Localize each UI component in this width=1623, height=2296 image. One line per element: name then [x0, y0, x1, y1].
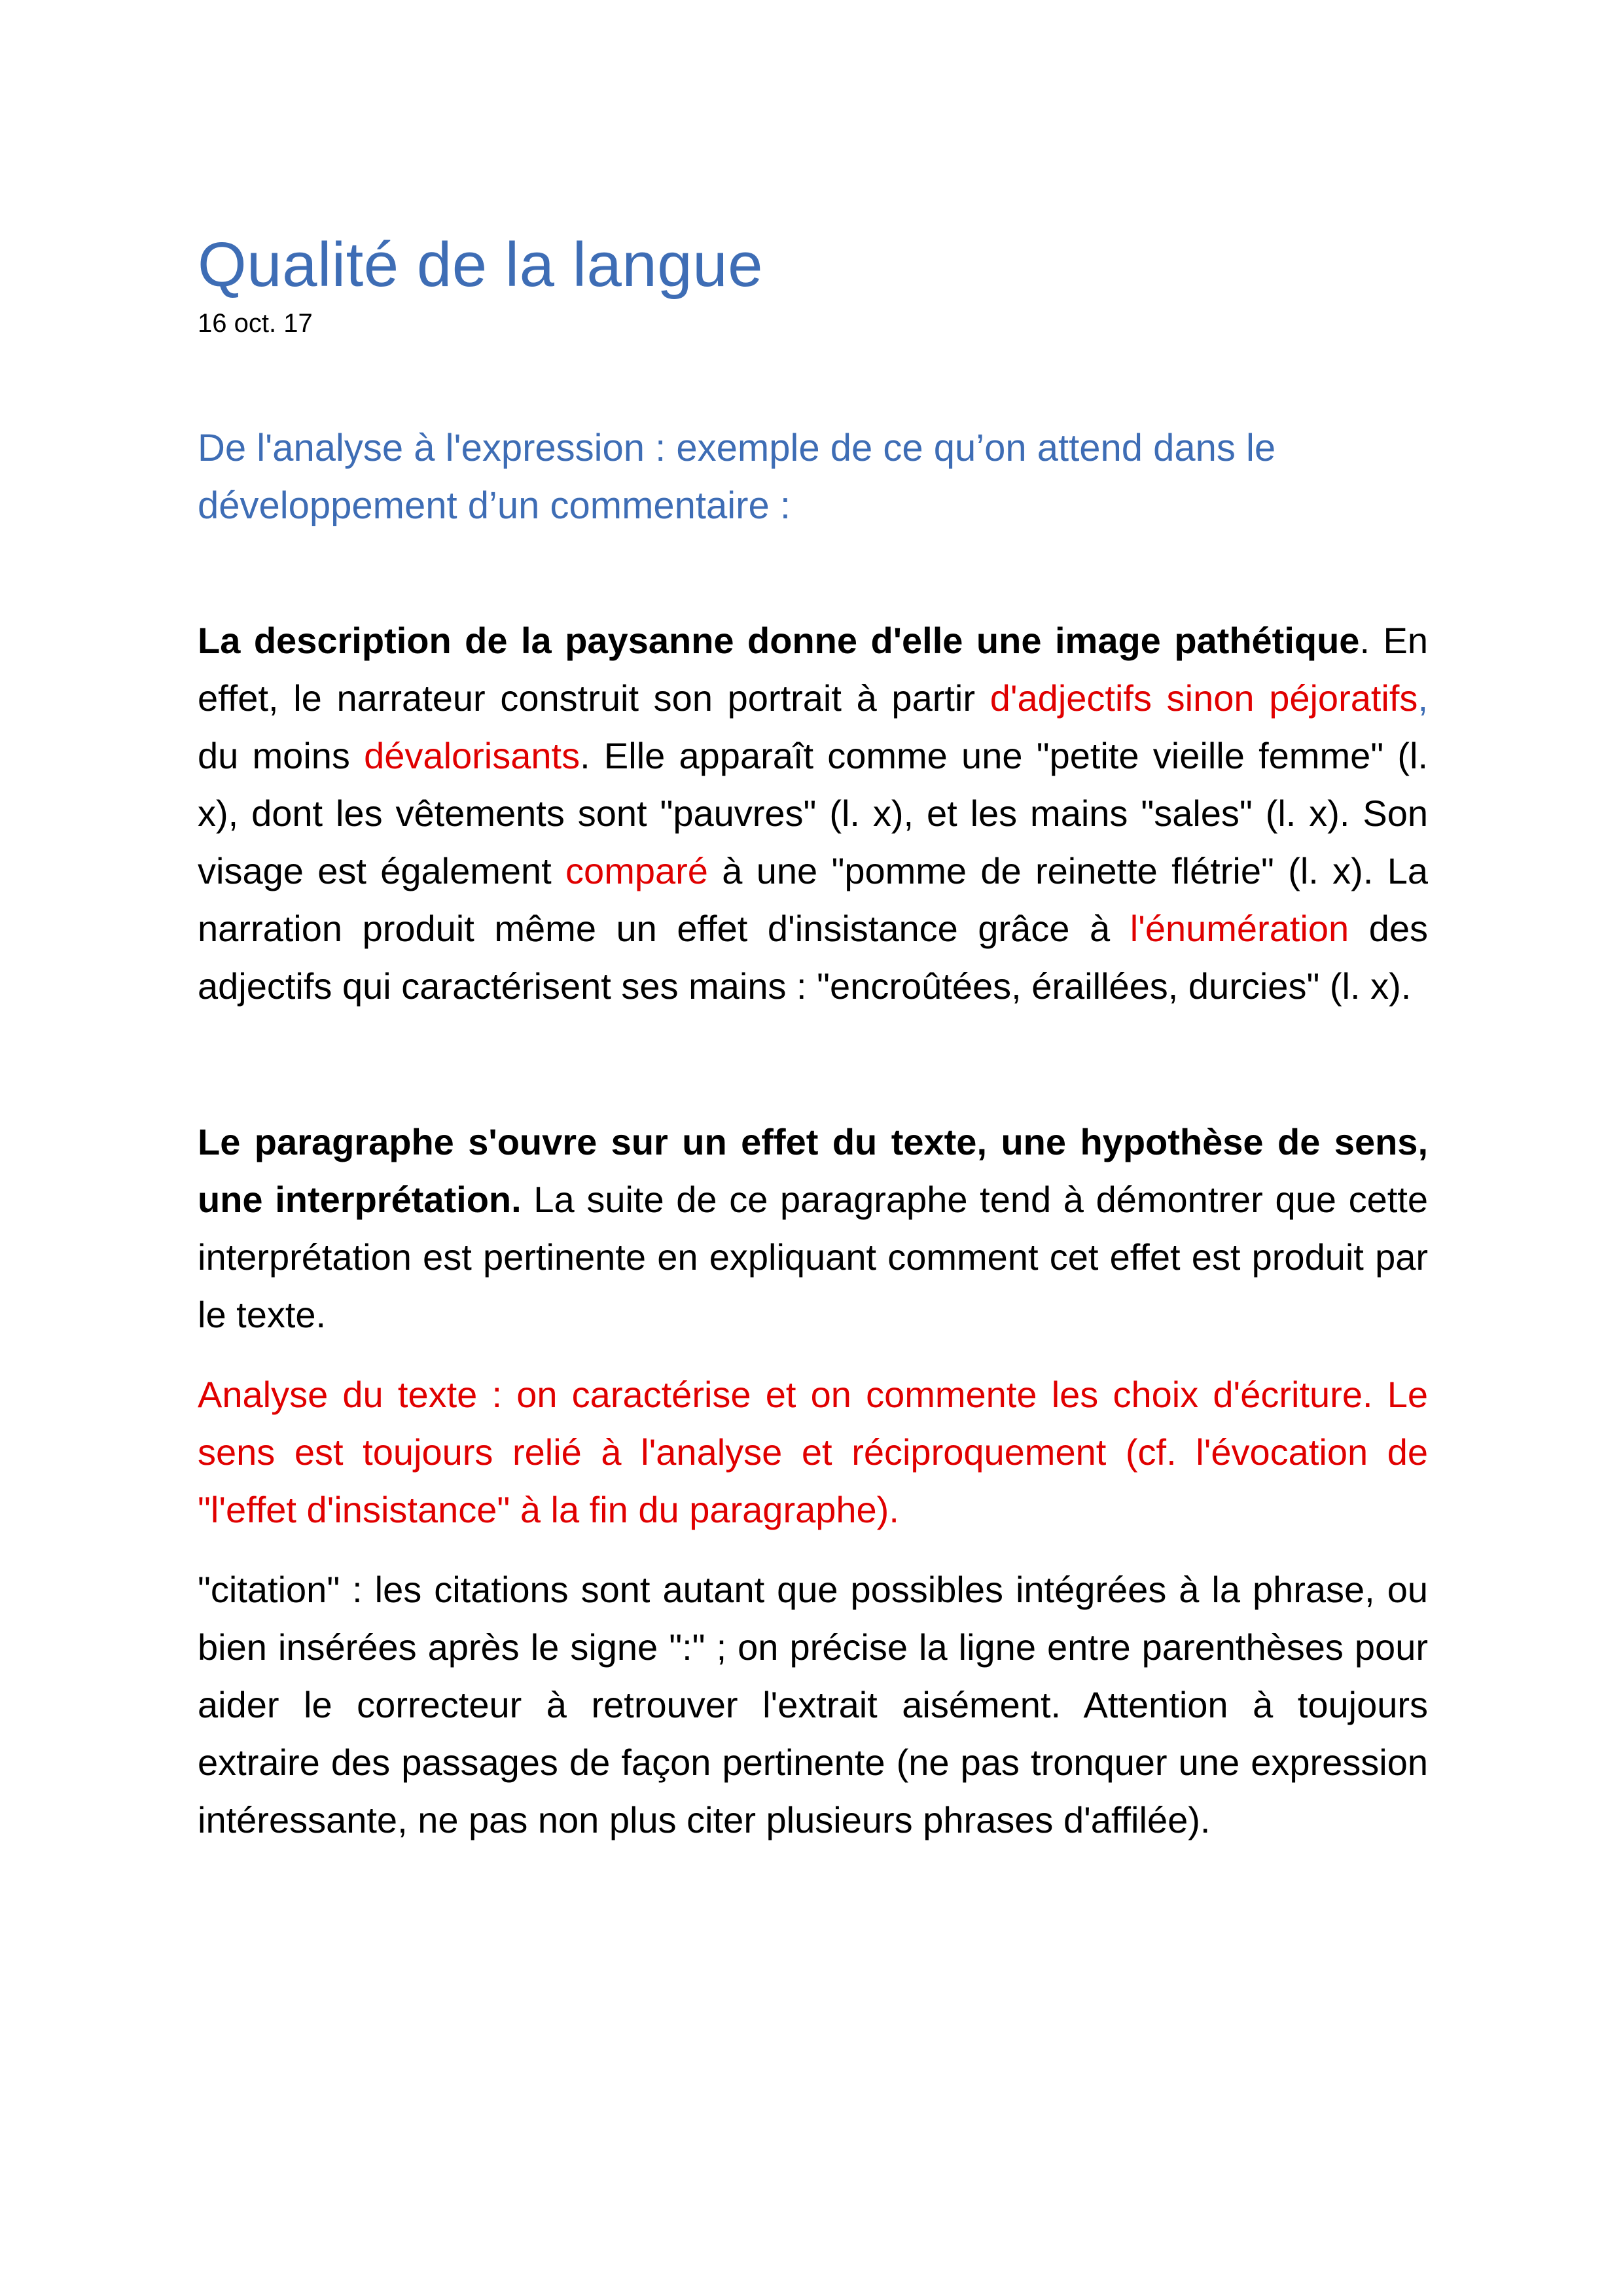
- highlight-compare: comparé: [565, 850, 708, 891]
- text-run: des adjectifs qui caractérisent ses mains : "encroûtées, éraillées, durcies" (l. x).: [198, 907, 1428, 1007]
- analysis-paragraph: Analyse du texte : on caractérise et on commente les choix d'écriture. Le sens est toujours relié à l'analyse et réciproquement (cf. l'évocation de "l'effet d'insistance" à la fin du paragraphe).: [198, 1373, 1428, 1530]
- paragraph-lead: La description de la paysanne donne d'elle une image pathétique: [198, 619, 1360, 661]
- text-run: du moins: [198, 734, 365, 776]
- highlight-comma: ,: [1418, 677, 1428, 719]
- date-label: 16 oct. 17: [198, 308, 313, 338]
- text-run: . En effet, le narrateur construit son portrait à partir: [198, 619, 1428, 719]
- text-run: La suite de ce paragraphe tend à démontrer que cette interprétation est pertinente en expliquant comment cet effet est produit par le texte.: [198, 1178, 1428, 1335]
- citation-paragraph: "citation" : les citations sont autant que possibles intégrées à la phrase, ou bien insérées après le signe ":" ; on précise la ligne entre parenthèses pour aider le correcteur à retrouver l'extrait aisément. Attention à toujours extraire des passages de façon pertinente (ne pas tronquer une expression intéressante, ne pas non plus citer plusieurs phrases d'affilée).: [198, 1568, 1428, 1840]
- document-page: [198, 230, 1428, 1849]
- highlight-devalorisants: dévalorisants: [364, 734, 580, 776]
- text-run: . Elle apparaît comme une "petite vieille femme" (l. x), dont les vêtements sont "pauvres" (l. x), et les mains "sales" (l. x). Son visage est également: [198, 734, 1428, 891]
- highlight-enumeration: l'énumération: [1130, 907, 1349, 949]
- example-paragraph: [198, 612, 1428, 1015]
- highlight-adjectifs: d'adjectifs sinon péjoratifs: [990, 677, 1418, 719]
- explanation-paragraph: [198, 1113, 1428, 1344]
- section-subtitle: De l'analyse à l'expression : exemple de ce qu’on attend dans le développement d’un commentaire :: [198, 426, 1276, 527]
- paragraph-lead: Le paragraphe s'ouvre sur un effet du texte, une hypothèse de sens, une interprétation.: [198, 1121, 1428, 1220]
- text-run: à une "pomme de reinette flétrie" (l. x). La narration produit même un effet d'insistance grâce à: [198, 850, 1428, 949]
- page-title: Qualité de la langue: [198, 230, 763, 300]
